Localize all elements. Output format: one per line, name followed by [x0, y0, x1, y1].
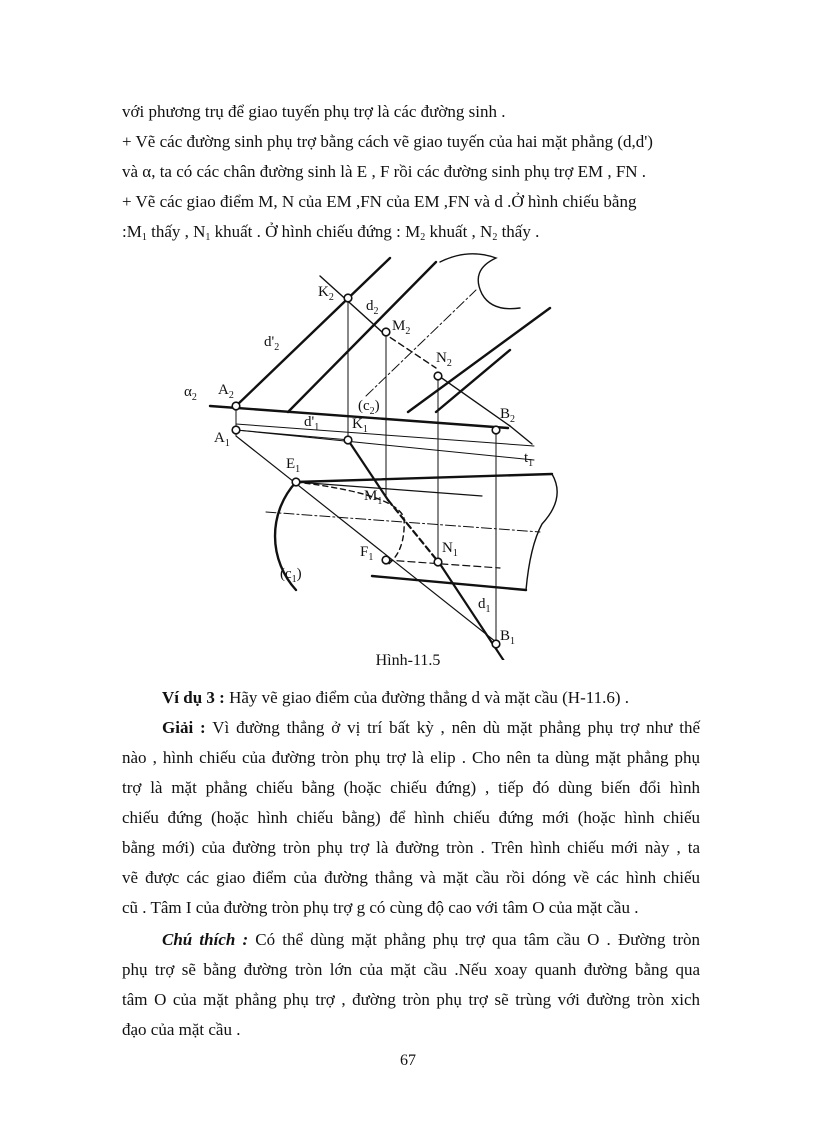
label-dp2: $d'_2$	[264, 334, 280, 353]
label-dp1: $d'_1$	[304, 414, 320, 433]
generatrix-2b	[408, 308, 550, 412]
label-M1: $M_1$	[364, 488, 383, 507]
label-t1: $t_1$	[524, 450, 534, 469]
point-K2	[344, 294, 352, 302]
example-3-paragraph	[122, 683, 700, 713]
point-K1	[344, 436, 352, 444]
line-d2-dash	[382, 332, 436, 368]
solution-line-1: Giải : Vì đường thẳng ở vị trí bất kỳ , nên dù mặt phẳng phụ trợ như thế	[162, 718, 700, 737]
label-K2: $K_2$	[318, 284, 334, 303]
cylinder-top-view-hidden	[296, 482, 404, 566]
cylinder-axis-top	[266, 512, 540, 532]
point-N2	[434, 372, 442, 380]
note-line-1: Chú thích : Có thể dùng mặt phẳng phụ trợ qua tâm cầu O . Đường tròn	[162, 930, 700, 949]
intro-line-2b: và α, ta có các chân đường sinh là E , F rồi các đường sinh phụ trợ EM , FN .	[122, 162, 647, 181]
point-N1	[434, 558, 442, 566]
label-N2: $N_2$	[436, 350, 452, 369]
label-M2: $M_2$	[392, 318, 411, 337]
label-B2: $B_2$	[500, 406, 516, 425]
label-E1: $E_1$	[286, 456, 301, 475]
solution-line-4: chiếu đứng (hoặc hình chiếu bằng) để hình chiếu đứng mới (hoặc hình chiếu	[122, 808, 700, 827]
label-d1: $d_1$	[478, 596, 491, 615]
point-E1	[292, 478, 300, 486]
cylinder-axis-front	[366, 290, 476, 396]
note-paragraph	[122, 925, 700, 1045]
point-M2	[382, 328, 390, 336]
example-3-title: Ví dụ 3 :	[162, 688, 225, 707]
cylinder-end-top	[526, 474, 557, 590]
intro-line-2a: + Vẽ các đường sinh phụ trợ bằng cách vẽ giao tuyến của hai mặt phẳng (d,d')	[122, 132, 653, 151]
cylinder-top-edge	[296, 474, 552, 482]
page-number: 67	[400, 1052, 416, 1069]
note-line-4: đạo của mặt cầu .	[122, 1020, 241, 1039]
label-F1: $F_1$	[360, 544, 374, 563]
label-K1: $K_1$	[352, 416, 368, 435]
label-A1: $A_1$	[214, 430, 230, 449]
note-line-2: phụ trợ sẽ bằng đường tròn lớn của mặt cầu .Nếu xoay quanh đường bằng qua	[122, 960, 700, 979]
line-d1-dash	[388, 500, 440, 564]
solution-line-7: cũ . Tâm I của đường tròn phụ trợ g có cùng độ cao với tâm O của mặt cầu .	[122, 898, 639, 917]
solution-line-2: nào , hình chiếu của đường tròn phụ trợ là elip . Cho nên ta dùng mặt phẳng phụ	[122, 748, 700, 767]
label-c1: $(c_1)$	[280, 566, 302, 585]
figure-11-5	[160, 250, 640, 660]
intro-line-1: với phương trụ để giao tuyến phụ trợ là các đường sinh .	[122, 102, 506, 121]
figure-caption: Hình-11.5	[375, 652, 441, 669]
generatrix-EM	[296, 482, 482, 496]
label-A2: $A_2$	[218, 382, 234, 401]
intro-line-3b: $:M_1$ thấy , $N_1$ khuất . Ở hình chiếu đứng : $M_2$ khuất , $N_2$ thấy .	[122, 222, 540, 243]
note-line-3: tâm O của mặt phẳng phụ trợ , đường tròn phụ trợ sẽ trùng với đường tròn xich	[122, 990, 700, 1009]
note-title: Chú thích :	[162, 930, 249, 949]
solution-title: Giải :	[162, 718, 206, 737]
cylinder-end-front	[440, 254, 520, 309]
label-alpha2: $\alpha_2$	[184, 384, 197, 403]
point-A1	[232, 426, 240, 434]
label-N1: $N_1$	[442, 540, 458, 559]
label-c2: $(c_2)$	[358, 398, 380, 417]
label-d2: $d_2$	[366, 298, 379, 317]
point-A2	[232, 402, 240, 410]
intro-paragraph	[122, 97, 700, 247]
line-d2-ext	[510, 426, 532, 444]
example-3-line: Ví dụ 3 : Hãy vẽ giao điểm của đường thẳng d và mặt cầu (H-11.6) .	[162, 688, 630, 707]
point-F1	[382, 556, 390, 564]
point-B2	[492, 426, 500, 434]
solution-line-6: vẽ được các giao điểm của đường thẳng và mặt cầu rồi dóng về các hình chiếu	[122, 868, 700, 887]
label-B1: $B_1$	[500, 628, 516, 647]
intro-line-3a: + Vẽ các giao điểm M, N của EM ,FN của EM ,FN và d .Ở hình chiếu bằng	[122, 192, 637, 211]
point-B1	[492, 640, 500, 648]
solution-line-3: trợ là mặt phẳng chiếu bằng (hoặc chiếu đứng) , tiếp đó dùng biến đổi hình	[122, 778, 700, 797]
solution-paragraph	[122, 713, 700, 923]
solution-line-5: bằng mới) của đường tròn phụ trợ là đường tròn . Trên hình chiếu mới này , ta	[122, 838, 700, 857]
